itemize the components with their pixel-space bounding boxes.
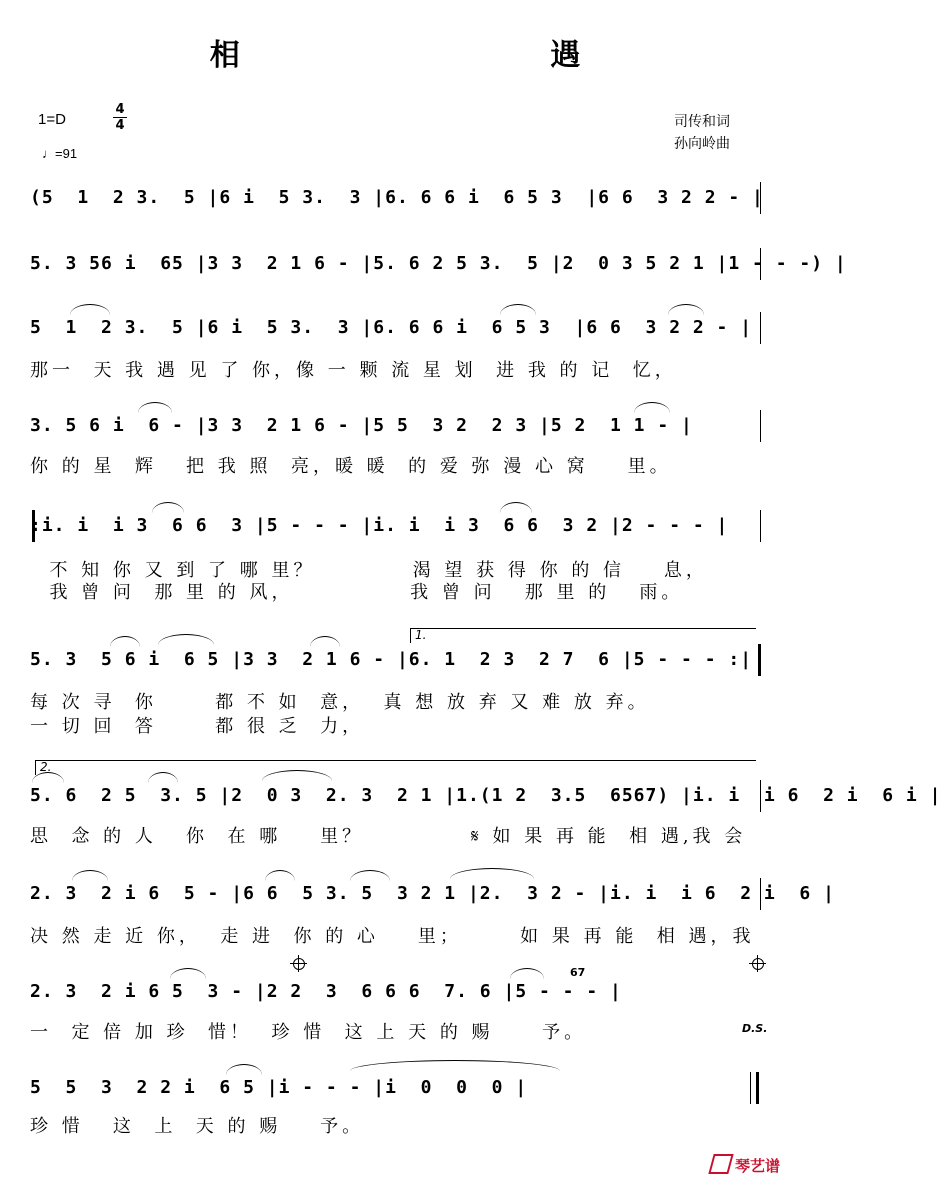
lyric-line-6: 一 切 回 答 都 很 乏 力，: [30, 716, 365, 737]
score-line-6: [30, 640, 760, 680]
notation-row: 5 5 3 2 2 i 6 5 |i - - - |i 0 0 0 |: [30, 1077, 528, 1098]
score-line-5: [30, 506, 760, 546]
lyricist-credit: 司传和词: [674, 113, 730, 129]
lyric-line-4: 我 曾 问 那 里 的 风， 我 曾 问 那 里 的 雨。: [30, 582, 684, 603]
lyric-line-5: 每 次 寻 你 都 不 如 意， 真 想 放 弃 又 难 放 弃。: [30, 692, 650, 713]
time-signature: [113, 103, 127, 132]
notation-row: 5. 3 5 6 i 6 5 |3 3 2 1 6 - |6. 1 2 3 2 7 6 |5 - - - :|: [30, 649, 753, 670]
coda-sign-icon: [752, 958, 764, 970]
score-line-7: [30, 776, 941, 816]
lyric-line-8: 决 然 走 近 你， 走 进 你 的 心 里； 如 果 再 能 相 遇，我: [30, 926, 755, 947]
ds-marking: D.S.: [742, 1022, 768, 1035]
lyric-line-9: 一 定 倍 加 珍 惜！ 珍 惜 这 上 天 的 赐 予。: [30, 1022, 587, 1043]
tempo-marking: ♩=91: [42, 146, 78, 161]
volta-2: 2.: [35, 760, 756, 775]
composer-credit: 孙向岭曲: [674, 135, 730, 151]
score-line-1: [30, 178, 764, 218]
notation-row: 5. 6 2 5 3. 5 |2 0 3 2. 3 2 1 |1.(1 2 3.5 6567) |i. i i 6 2 i 6 i |: [30, 785, 941, 806]
notation-row: 2. 3 2 i 6 5 3 - |2 2 3 6 6 6 7. 6 |5 - - - |: [30, 981, 622, 1002]
time-signature-bottom: 4: [115, 118, 125, 133]
notation-row: (5 1 2 3. 5 |6 i 5 3. 3 |6. 6 6 i 6 5 3 |6 6 3 2 2 - |: [30, 187, 764, 208]
lyric-line-3: 不 知 你 又 到 了 哪 里？ 渴 望 获 得 你 的 信 息，: [30, 560, 708, 581]
score-line-4: [30, 406, 760, 446]
score-line-8: [30, 874, 835, 914]
notation-row: :i. i i 3 6 6 3 |5 - - - |i. i i 3 6 6 3 2 |2 - - - |: [30, 515, 729, 536]
logo-mark-icon: [708, 1154, 733, 1174]
score-line-3: [30, 308, 760, 348]
notation-row: 2. 3 2 i 6 5 - |6 6 5 3. 5 3 2 1 |2. 3 2 - |i. i i 6 2 i 6 |: [30, 883, 835, 904]
song-title: 相 遇: [209, 38, 731, 73]
key-signature: 1=D: [38, 111, 66, 128]
site-logo: 琴艺谱: [711, 1154, 780, 1176]
notation-row: 5 1 2 3. 5 |6 i 5 3. 3 |6. 6 6 i 6 5 3 |6 6 3 2 2 - |: [30, 317, 753, 338]
notation-row: 5. 3 56 i 65 |3 3 2 1 6 - |5. 6 2 5 3. 5 |2 0 3 5 2 1 |1 - - -) |: [30, 253, 847, 274]
credits: [674, 110, 730, 154]
score-line-2: [30, 244, 847, 284]
score-line-9: [30, 972, 760, 1012]
lyric-line-10: 珍 惜 这 上 天 的 赐 予。: [30, 1116, 365, 1137]
lyric-line-2: 你 的 星 辉 把 我 照 亮，暖 暖 的 爱 弥 漫 心 窝 里。: [30, 456, 672, 477]
notation-row: 3. 5 6 i 6 - |3 3 2 1 6 - |5 5 3 2 2 3 |5 2 1 1 - |: [30, 415, 693, 436]
score-line-10: [30, 1068, 760, 1108]
time-signature-top: 4: [115, 102, 125, 117]
jump-marker: 67: [570, 966, 586, 979]
lyric-line-1: 那一 天 我 遇 见 了 你，像 一 颗 流 星 划 进 我 的 记 忆，: [30, 360, 677, 381]
volta-1: 1.: [410, 628, 756, 643]
coda-sign-icon: [293, 958, 305, 970]
lyric-line-7: 思 念 的 人 你 在 哪 里？ 𝄋 如 果 再 能 相 遇,我 会: [30, 826, 747, 847]
